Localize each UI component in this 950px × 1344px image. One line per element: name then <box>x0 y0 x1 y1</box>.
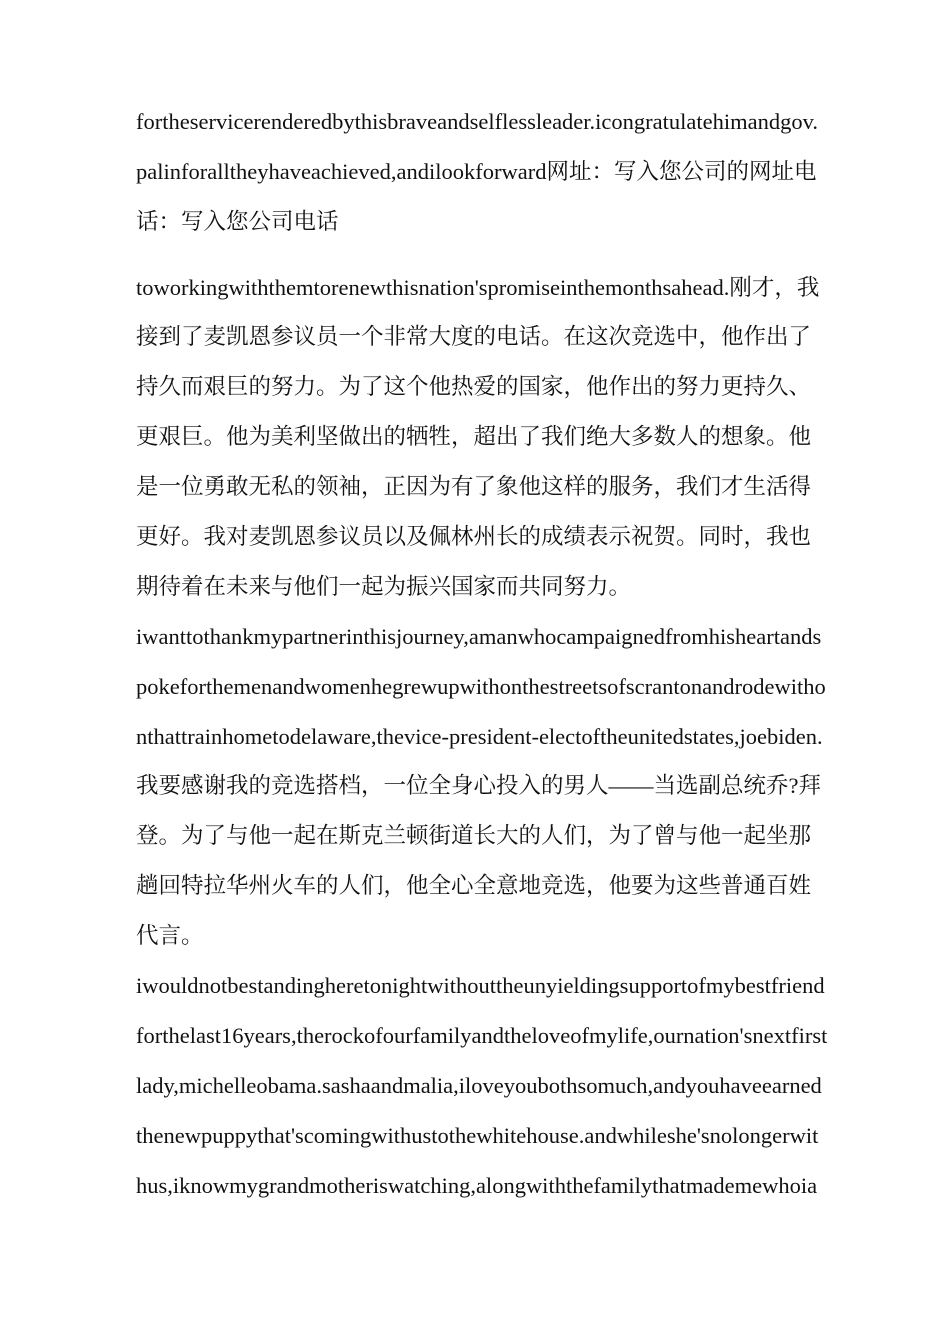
text-line: 代言。 <box>136 923 204 948</box>
text-line: 持久而艰巨的努力。为了这个他热爱的国家，他作出的努力更持久、 <box>136 374 812 399</box>
text-line: 是一位勇敢无私的领袖，正因为有了象他这样的服务，我们才生活得 <box>136 474 812 499</box>
text-line: nthattrainhometodelaware,thevice-president-electoftheunitedstates,joebiden. <box>136 724 823 749</box>
text-line: toworkingwiththemtorenewthisnation'spromiseinthemonthsahead.刚才，我 <box>136 275 820 300</box>
text-line: 接到了麦凯恩参议员一个非常大度的电话。在这次竞选中，他作出了 <box>136 324 812 349</box>
text-line: palinforalltheyhaveachieved,andilookforward网址：写入您公司的网址电 <box>136 159 817 184</box>
text-line: 期待着在未来与他们一起为振兴国家而共同努力。 <box>136 574 632 599</box>
text-line: 更好。我对麦凯恩参议员以及佩林州长的成绩表示祝贺。同时，我也 <box>136 524 812 549</box>
text-line: pokeforthemenandwomenhegrewupwithonthestreetsofscrantonandrodewitho <box>136 674 826 699</box>
text-line: 趟回特拉华州火车的人们，他全心全意地竞选，他要为这些普通百姓 <box>136 873 812 898</box>
text-line: 我要感谢我的竞选搭档，一位全身心投入的男人——当选副总统乔?拜 <box>136 773 821 798</box>
text-line: iwouldnotbestandingheretonightwithouttheunyieldingsupportofmybestfriend <box>136 973 825 998</box>
text-line: thenewpuppythat'scomingwithustothewhitehouse.andwhileshe'snolongerwit <box>136 1123 819 1148</box>
text-line: 话：写入您公司电话 <box>136 209 339 234</box>
text-line: 更艰巨。他为美利坚做出的牺牲，超出了我们绝大多数人的想象。他 <box>136 424 812 449</box>
text-line: fortheservicerenderedbythisbraveandselflessleader.icongratulatehimandgov. <box>136 109 819 134</box>
text-line: 登。为了与他一起在斯克兰顿街道长大的人们，为了曾与他一起坐那 <box>136 823 812 848</box>
text-line: iwanttothankmypartnerinthisjourney,amanwhocampaignedfromhisheartands <box>136 624 822 649</box>
text-line: lady,michelleobama.sashaandmalia,iloveyoubothsomuch,andyouhaveearned <box>136 1073 822 1098</box>
text-line: forthelast16years,therockofourfamilyandtheloveofmylife,ournation'snextfirst <box>136 1023 828 1048</box>
text-line: hus,iknowmygrandmotheriswatching,alongwiththefamilythatmademewhoia <box>136 1173 818 1198</box>
